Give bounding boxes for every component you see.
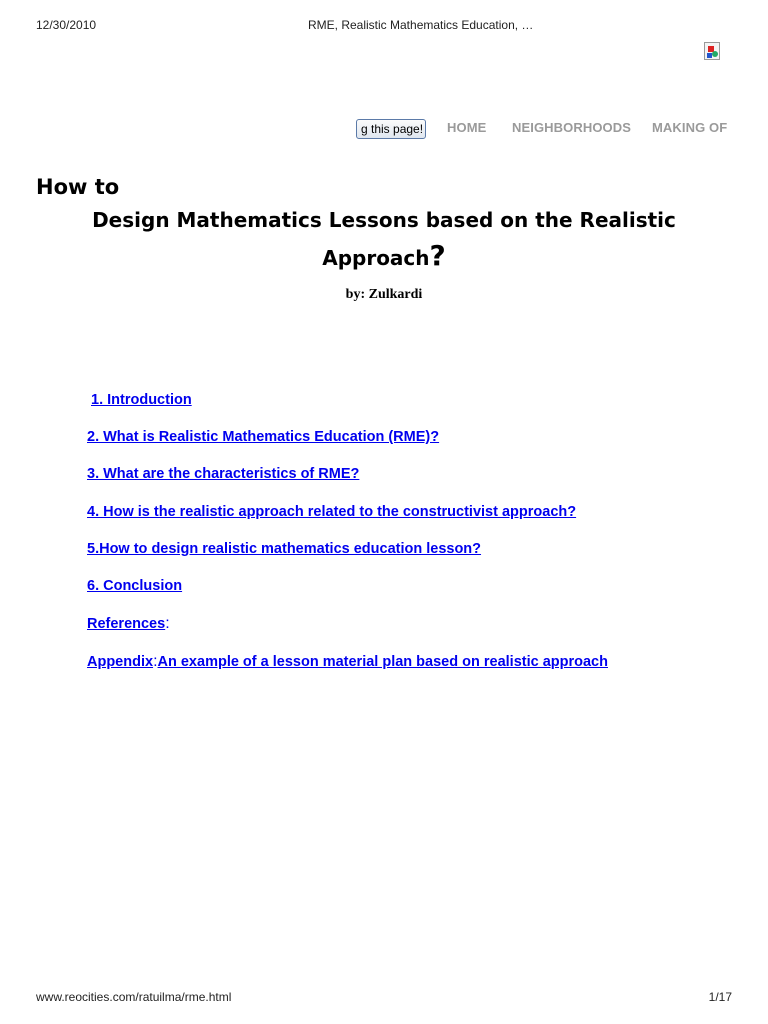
nav-neighborhoods[interactable]: NEIGHBORHOODS bbox=[512, 120, 632, 135]
toc-link-constructivist[interactable]: 4. How is the realistic approach related to the constructivist approach? bbox=[87, 504, 577, 520]
page-title bbox=[60, 203, 708, 276]
toc-link-design-lesson[interactable]: 5.How to design realistic mathematics education lesson? bbox=[87, 541, 482, 557]
author-byline: by: Zulkardi bbox=[345, 287, 423, 302]
nav-making-of[interactable]: MAKING OF bbox=[652, 120, 728, 135]
toc-link-appendix[interactable]: Appendix bbox=[87, 654, 154, 670]
toc-link-references[interactable]: References bbox=[87, 616, 166, 632]
heading-how-to: How to bbox=[36, 175, 120, 199]
toc-appendix-row bbox=[87, 653, 608, 671]
toc-link-characteristics[interactable]: 3. What are the characteristics of RME? bbox=[87, 466, 360, 482]
bookmark-page-button[interactable]: g this page! bbox=[356, 119, 426, 139]
toc-link-appendix-example[interactable]: An example of a lesson material plan based on realistic approach bbox=[157, 654, 608, 670]
broken-image-icon bbox=[704, 42, 720, 60]
toc-references-colon: : bbox=[165, 615, 170, 632]
toc-link-conclusion[interactable]: 6. Conclusion bbox=[87, 578, 183, 594]
page-title-question-mark: ? bbox=[429, 239, 446, 272]
print-page-title: RME, Realistic Mathematics Education, … bbox=[308, 18, 534, 32]
print-page-number: 1/17 bbox=[708, 990, 732, 1004]
toc-link-introduction[interactable]: 1. Introduction bbox=[91, 392, 192, 408]
print-footer bbox=[36, 990, 732, 1006]
toc-appendix-colon: : bbox=[153, 653, 158, 670]
nav-home[interactable]: HOME bbox=[447, 120, 487, 135]
print-date: 12/30/2010 bbox=[36, 18, 97, 32]
print-url: www.reocities.com/ratuilma/rme.html bbox=[36, 990, 232, 1004]
print-header bbox=[36, 18, 732, 34]
toc-references-row bbox=[87, 615, 170, 633]
page-title-text: Design Mathematics Lessons based on the Realistic Approach bbox=[92, 208, 676, 270]
toc-link-what-is-rme[interactable]: 2. What is Realistic Mathematics Education (RME)? bbox=[87, 429, 440, 445]
top-navigation bbox=[356, 117, 728, 141]
